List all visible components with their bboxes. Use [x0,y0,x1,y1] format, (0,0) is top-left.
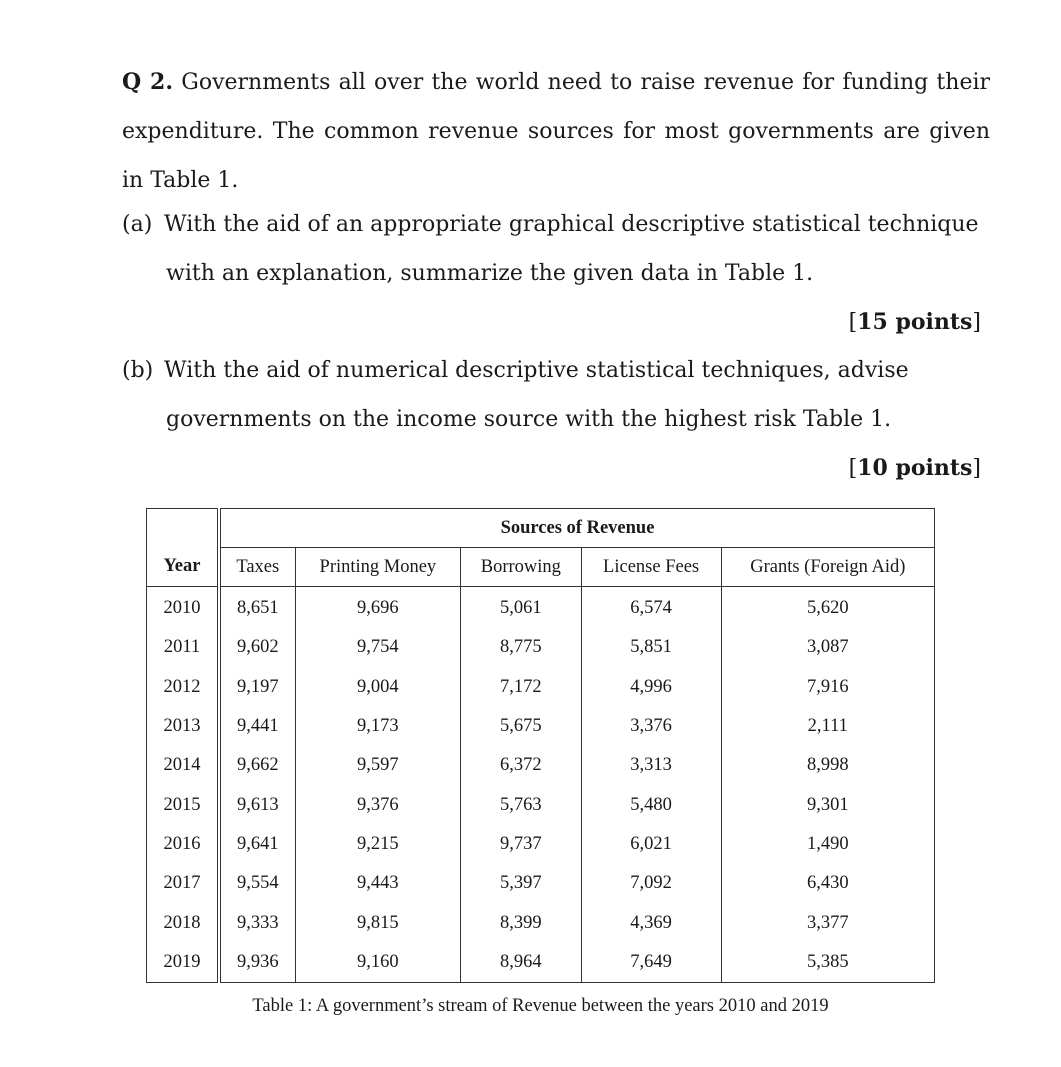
column-header-taxes: Taxes [219,548,295,587]
table-row [147,628,935,667]
cell-borrowing: 7,172 [461,668,581,707]
column-header-printing-money: Printing Money [295,548,461,587]
cell-grants: 3,087 [721,628,934,667]
cell-license-fees: 4,996 [581,668,721,707]
year-cell: 2011 [147,628,220,667]
year-cell: 2014 [147,746,220,785]
table-row [147,943,935,983]
question-intro-text: Governments all over the world need to raise revenue for funding their expenditure. The common revenue sources for most governments are given in Table 1. [122,70,991,193]
year-cell: 2017 [147,864,220,903]
cell-license-fees: 6,021 [581,825,721,864]
cell-printing-money: 9,597 [295,746,461,785]
part-a-points-text: 15 points [857,309,973,335]
table-caption: Table 1: A government’s stream of Revenue between the years 2010 and 2019 [252,996,829,1016]
column-header-grants: Grants (Foreign Aid) [721,548,934,587]
revenue-table [146,508,935,983]
cell-license-fees: 4,369 [581,903,721,942]
table-row [147,668,935,707]
year-cell: 2019 [147,943,220,983]
table-column-header-row [147,548,935,587]
cell-taxes: 9,936 [219,943,295,983]
cell-printing-money: 9,173 [295,707,461,746]
cell-taxes: 9,197 [219,668,295,707]
table-row [147,707,935,746]
part-a-label: (a) [122,212,153,237]
cell-printing-money: 9,376 [295,785,461,824]
cell-printing-money: 9,815 [295,903,461,942]
year-cell: 2018 [147,903,220,942]
cell-printing-money: 9,215 [295,825,461,864]
part-b-line-1: With the aid of numerical descriptive statistical techniques, advise [164,358,909,383]
sources-of-revenue-header: Sources of Revenue [219,509,935,548]
cell-printing-money: 9,754 [295,628,461,667]
cell-license-fees: 7,649 [581,943,721,983]
year-cell: 2013 [147,707,220,746]
cell-grants: 5,620 [721,587,934,629]
cell-taxes: 9,333 [219,903,295,942]
cell-taxes: 9,662 [219,746,295,785]
part-b-line-2: governments on the income source with the highest risk Table 1. [166,407,892,432]
part-a [122,200,990,298]
cell-printing-money: 9,160 [295,943,461,983]
part-b-points: [10 points] [848,455,981,481]
cell-taxes: 9,641 [219,825,295,864]
question-intro [122,58,990,205]
cell-grants: 6,430 [721,864,934,903]
cell-license-fees: 5,851 [581,628,721,667]
year-header: Year [147,548,220,587]
cell-taxes: 9,554 [219,864,295,903]
cell-grants: 5,385 [721,943,934,983]
part-a-line-2: with an explanation, summarize the given data in Table 1. [166,261,814,286]
cell-grants: 9,301 [721,785,934,824]
part-b [122,346,990,444]
cell-borrowing: 6,372 [461,746,581,785]
cell-grants: 3,377 [721,903,934,942]
year-cell: 2010 [147,587,220,629]
table-body [147,587,935,983]
part-a-line-1: With the aid of an appropriate graphical descriptive statistical technique [164,212,979,237]
cell-grants: 7,916 [721,668,934,707]
cell-license-fees: 3,376 [581,707,721,746]
cell-borrowing: 8,399 [461,903,581,942]
cell-taxes: 9,441 [219,707,295,746]
cell-borrowing: 8,964 [461,943,581,983]
cell-printing-money: 9,004 [295,668,461,707]
table-row [147,587,935,629]
cell-license-fees: 7,092 [581,864,721,903]
cell-license-fees: 5,480 [581,785,721,824]
cell-grants: 1,490 [721,825,934,864]
table-row [147,864,935,903]
table-group-header-row [147,509,935,548]
year-cell: 2016 [147,825,220,864]
cell-printing-money: 9,696 [295,587,461,629]
table-corner-cell [147,509,220,548]
cell-borrowing: 5,397 [461,864,581,903]
table-row [147,785,935,824]
year-cell: 2012 [147,668,220,707]
cell-license-fees: 3,313 [581,746,721,785]
cell-borrowing: 8,775 [461,628,581,667]
year-cell: 2015 [147,785,220,824]
column-header-license-fees: License Fees [581,548,721,587]
part-b-points-text: 10 points [857,455,973,481]
cell-borrowing: 5,675 [461,707,581,746]
cell-borrowing: 9,737 [461,825,581,864]
part-b-label: (b) [122,358,154,383]
part-a-points: [15 points] [848,309,981,335]
cell-taxes: 9,602 [219,628,295,667]
table-row [147,746,935,785]
table-row [147,903,935,942]
table-row [147,825,935,864]
cell-license-fees: 6,574 [581,587,721,629]
cell-printing-money: 9,443 [295,864,461,903]
column-header-borrowing: Borrowing [461,548,581,587]
question-number: Q 2. [122,69,174,95]
cell-grants: 8,998 [721,746,934,785]
cell-grants: 2,111 [721,707,934,746]
cell-borrowing: 5,763 [461,785,581,824]
cell-taxes: 9,613 [219,785,295,824]
cell-taxes: 8,651 [219,587,295,629]
cell-borrowing: 5,061 [461,587,581,629]
